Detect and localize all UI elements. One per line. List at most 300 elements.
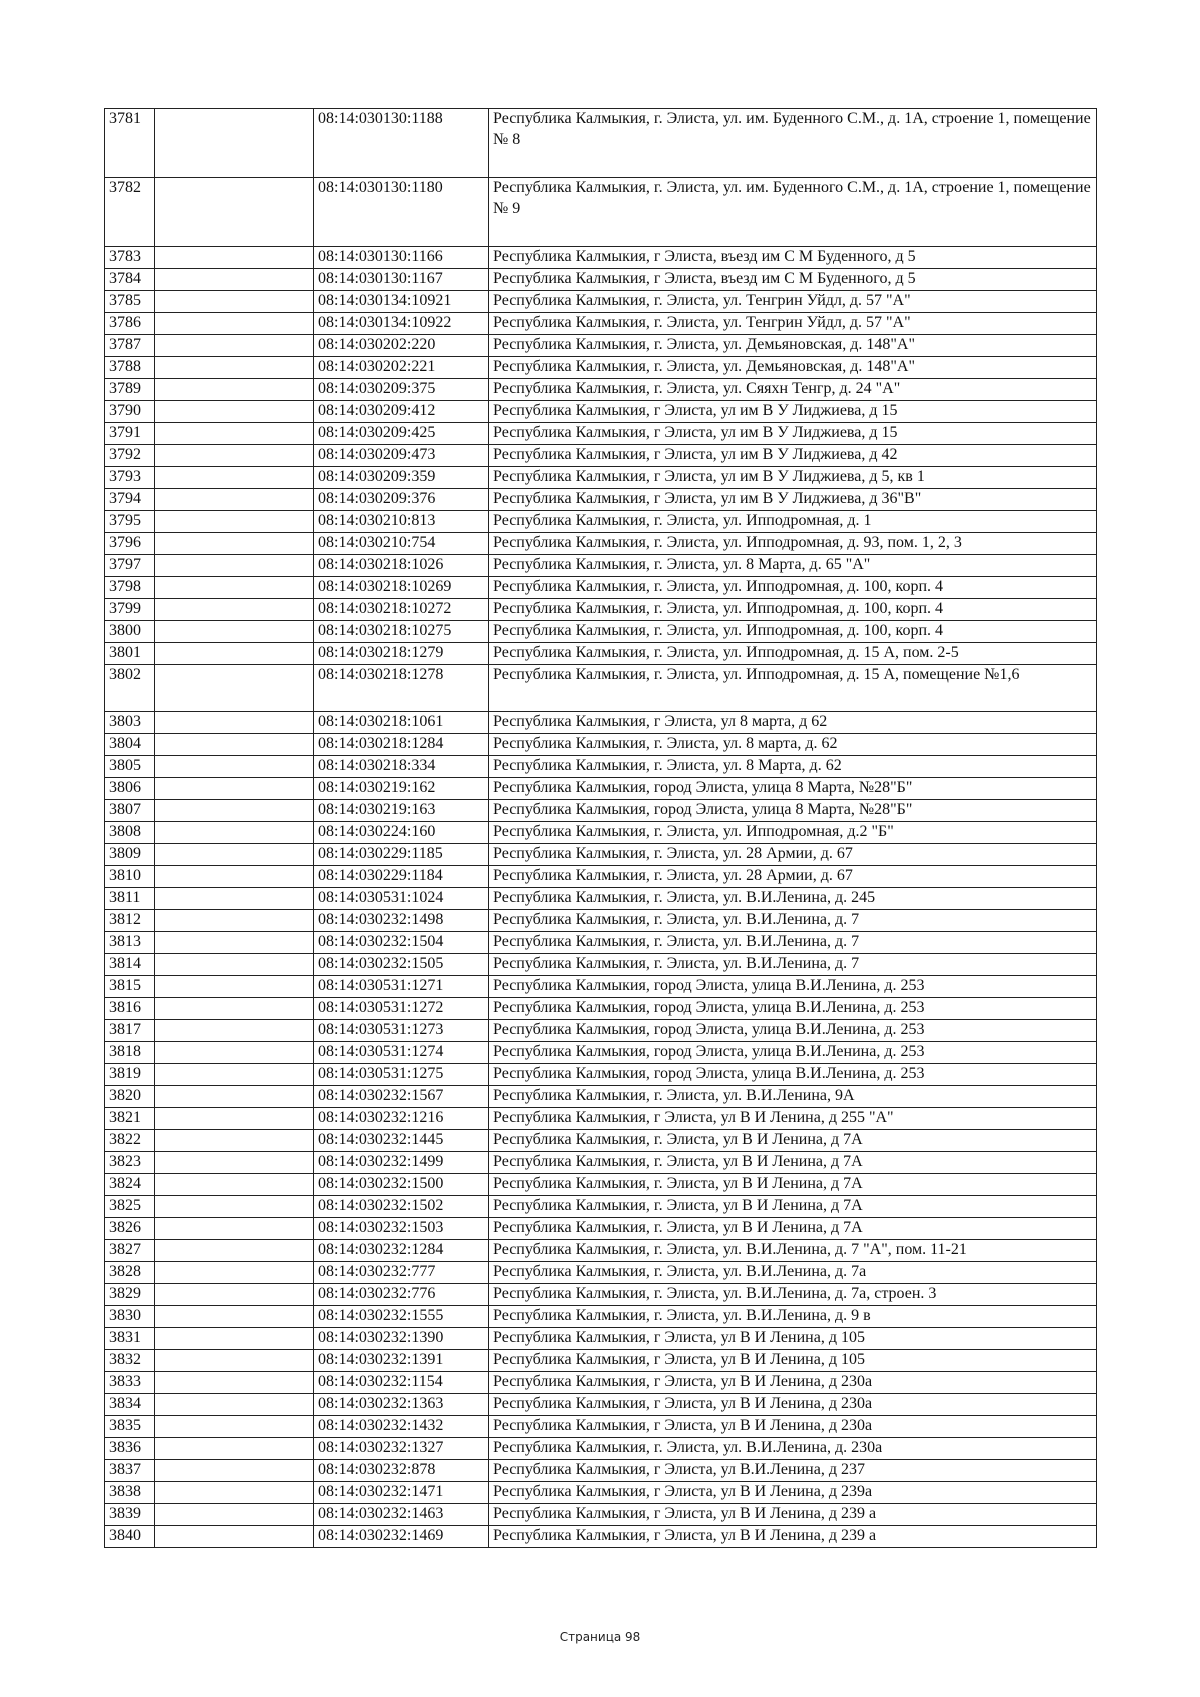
table-row xyxy=(105,423,1097,445)
table-row xyxy=(105,976,1097,998)
cadastral-number-cell: 08:14:030218:1278 xyxy=(314,665,489,712)
table-row xyxy=(105,577,1097,599)
cadastral-number-cell: 08:14:030210:754 xyxy=(314,533,489,555)
cadastral-number-cell: 08:14:030232:1503 xyxy=(314,1218,489,1240)
empty-cell xyxy=(155,822,314,844)
cadastral-number-cell: 08:14:030218:1279 xyxy=(314,643,489,665)
row-number-cell: 3821 xyxy=(105,1108,155,1130)
table-row xyxy=(105,1394,1097,1416)
address-cell: Республика Калмыкия, г Элиста, ул В И Ленина, д 230а xyxy=(489,1394,1097,1416)
empty-cell xyxy=(155,1328,314,1350)
address-cell: Республика Калмыкия, город Элиста, улица В.И.Ленина, д. 253 xyxy=(489,976,1097,998)
row-number-cell: 3831 xyxy=(105,1328,155,1350)
row-number-cell: 3825 xyxy=(105,1196,155,1218)
cadastral-number-cell: 08:14:030232:777 xyxy=(314,1262,489,1284)
table-row xyxy=(105,1240,1097,1262)
address-cell: Республика Калмыкия, г. Элиста, ул. 8 марта, д. 62 xyxy=(489,734,1097,756)
row-number-cell: 3839 xyxy=(105,1504,155,1526)
empty-cell xyxy=(155,1262,314,1284)
empty-cell xyxy=(155,778,314,800)
cadastral-number-cell: 08:14:030229:1184 xyxy=(314,866,489,888)
empty-cell xyxy=(155,445,314,467)
address-cell: Республика Калмыкия, город Элиста, улица В.И.Ленина, д. 253 xyxy=(489,1020,1097,1042)
empty-cell xyxy=(155,401,314,423)
table-row xyxy=(105,313,1097,335)
cadastral-number-cell: 08:14:030531:1024 xyxy=(314,888,489,910)
empty-cell xyxy=(155,621,314,643)
row-number-cell: 3810 xyxy=(105,866,155,888)
table-row xyxy=(105,778,1097,800)
table-row xyxy=(105,800,1097,822)
address-cell: Республика Калмыкия, г Элиста, ул им В У Лиджиева, д 15 xyxy=(489,401,1097,423)
empty-cell xyxy=(155,247,314,269)
row-number-cell: 3797 xyxy=(105,555,155,577)
page-footer: Страница 98 xyxy=(559,1630,641,1644)
address-cell: Республика Калмыкия, г Элиста, ул В.И.Ленина, д 237 xyxy=(489,1460,1097,1482)
empty-cell xyxy=(155,1284,314,1306)
row-number-cell: 3784 xyxy=(105,269,155,291)
cadastral-number-cell: 08:14:030232:1445 xyxy=(314,1130,489,1152)
cadastral-number-cell: 08:14:030232:1502 xyxy=(314,1196,489,1218)
cadastral-number-cell: 08:14:030218:10272 xyxy=(314,599,489,621)
table-row xyxy=(105,109,1097,178)
row-number-cell: 3819 xyxy=(105,1064,155,1086)
table-row xyxy=(105,1262,1097,1284)
row-number-cell: 3782 xyxy=(105,178,155,247)
table-row xyxy=(105,1130,1097,1152)
cadastral-number-cell: 08:14:030130:1167 xyxy=(314,269,489,291)
cadastral-number-cell: 08:14:030232:1216 xyxy=(314,1108,489,1130)
address-cell: Республика Калмыкия, г Элиста, ул им В У Лиджиева, д 36"В" xyxy=(489,489,1097,511)
empty-cell xyxy=(155,1482,314,1504)
cadastral-number-cell: 08:14:030531:1271 xyxy=(314,976,489,998)
address-cell: Республика Калмыкия, г Элиста, ул В И Ленина, д 230а xyxy=(489,1372,1097,1394)
row-number-cell: 3798 xyxy=(105,577,155,599)
cadastral-number-cell: 08:14:030218:1061 xyxy=(314,712,489,734)
table-row xyxy=(105,1218,1097,1240)
empty-cell xyxy=(155,178,314,247)
address-cell: Республика Калмыкия, г Элиста, ул В И Ленина, д 239 а xyxy=(489,1526,1097,1548)
cadastral-number-cell: 08:14:030209:473 xyxy=(314,445,489,467)
row-number-cell: 3791 xyxy=(105,423,155,445)
table-row xyxy=(105,1306,1097,1328)
empty-cell xyxy=(155,866,314,888)
address-cell: Республика Калмыкия, г. Элиста, ул В И Ленина, д 7А xyxy=(489,1196,1097,1218)
row-number-cell: 3835 xyxy=(105,1416,155,1438)
row-number-cell: 3828 xyxy=(105,1262,155,1284)
address-cell: Республика Калмыкия, город Элиста, улица В.И.Ленина, д. 253 xyxy=(489,1064,1097,1086)
table-row xyxy=(105,1086,1097,1108)
empty-cell xyxy=(155,1394,314,1416)
address-cell: Республика Калмыкия, г. Элиста, ул. Ипподромная, д. 100, корп. 4 xyxy=(489,599,1097,621)
address-cell: Республика Калмыкия, г. Элиста, ул В И Ленина, д 7А xyxy=(489,1152,1097,1174)
address-cell: Республика Калмыкия, город Элиста, улица 8 Марта, №28"Б" xyxy=(489,800,1097,822)
table-row xyxy=(105,866,1097,888)
table-row xyxy=(105,1482,1097,1504)
cadastral-number-cell: 08:14:030531:1275 xyxy=(314,1064,489,1086)
row-number-cell: 3790 xyxy=(105,401,155,423)
table-row xyxy=(105,511,1097,533)
table-row xyxy=(105,998,1097,1020)
address-cell: Республика Калмыкия, г. Элиста, ул. 28 Армии, д. 67 xyxy=(489,844,1097,866)
row-number-cell: 3830 xyxy=(105,1306,155,1328)
empty-cell xyxy=(155,756,314,778)
empty-cell xyxy=(155,643,314,665)
table-row xyxy=(105,1196,1097,1218)
cadastral-number-cell: 08:14:030232:1499 xyxy=(314,1152,489,1174)
row-number-cell: 3829 xyxy=(105,1284,155,1306)
address-cell: Республика Калмыкия, г. Элиста, ул. Ипподромная, д.2 "Б" xyxy=(489,822,1097,844)
address-cell: Республика Калмыкия, г. Элиста, ул. В.И.Ленина, д. 9 в xyxy=(489,1306,1097,1328)
row-number-cell: 3822 xyxy=(105,1130,155,1152)
table-row xyxy=(105,445,1097,467)
cadastral-number-cell: 08:14:030209:376 xyxy=(314,489,489,511)
address-cell: Республика Калмыкия, г Элиста, ул В И Ленина, д 255 "А" xyxy=(489,1108,1097,1130)
cadastral-number-cell: 08:14:030531:1274 xyxy=(314,1042,489,1064)
table-row xyxy=(105,1460,1097,1482)
table-row xyxy=(105,756,1097,778)
address-cell: Республика Калмыкия, г. Элиста, ул. В.И.Ленина, д. 7а, строен. 3 xyxy=(489,1284,1097,1306)
empty-cell xyxy=(155,1218,314,1240)
cadastral-number-cell: 08:14:030134:10922 xyxy=(314,313,489,335)
table-row xyxy=(105,467,1097,489)
row-number-cell: 3813 xyxy=(105,932,155,954)
table-row xyxy=(105,357,1097,379)
address-cell: Республика Калмыкия, г. Элиста, ул. Ипподромная, д. 15 А, помещение №1,6 xyxy=(489,665,1097,712)
address-cell: Республика Калмыкия, г. Элиста, ул. Тенгрин Уйдл, д. 57 "А" xyxy=(489,291,1097,313)
address-cell: Республика Калмыкия, г Элиста, ул В И Ленина, д 230а xyxy=(489,1416,1097,1438)
row-number-cell: 3834 xyxy=(105,1394,155,1416)
address-cell: Республика Калмыкия, г. Элиста, ул. 8 Марта, д. 65 "А" xyxy=(489,555,1097,577)
empty-cell xyxy=(155,954,314,976)
address-cell: Республика Калмыкия, г. Элиста, ул. Демьяновская, д. 148"А" xyxy=(489,335,1097,357)
row-number-cell: 3809 xyxy=(105,844,155,866)
empty-cell xyxy=(155,1438,314,1460)
address-cell: Республика Калмыкия, г. Элиста, ул В И Ленина, д 7А xyxy=(489,1218,1097,1240)
table-row xyxy=(105,1328,1097,1350)
cadastral-number-cell: 08:14:030130:1180 xyxy=(314,178,489,247)
address-cell: Республика Калмыкия, г. Элиста, ул. Демьяновская, д. 148"А" xyxy=(489,357,1097,379)
address-cell: Республика Калмыкия, город Элиста, улица В.И.Ленина, д. 253 xyxy=(489,998,1097,1020)
table-row xyxy=(105,643,1097,665)
empty-cell xyxy=(155,1064,314,1086)
address-cell: Республика Калмыкия, г. Элиста, ул. Сяяхн Тенгр, д. 24 "А" xyxy=(489,379,1097,401)
row-number-cell: 3788 xyxy=(105,357,155,379)
empty-cell xyxy=(155,665,314,712)
table-row xyxy=(105,621,1097,643)
address-cell: Республика Калмыкия, г Элиста, ул им В У Лиджиева, д 42 xyxy=(489,445,1097,467)
table-row xyxy=(105,665,1097,712)
cadastral-number-cell: 08:14:030218:10269 xyxy=(314,577,489,599)
table-row xyxy=(105,269,1097,291)
row-number-cell: 3812 xyxy=(105,910,155,932)
cadastral-number-cell: 08:14:030232:1327 xyxy=(314,1438,489,1460)
row-number-cell: 3781 xyxy=(105,109,155,178)
address-cell: Республика Калмыкия, г. Элиста, ул. В.И.Ленина, 9А xyxy=(489,1086,1097,1108)
empty-cell xyxy=(155,269,314,291)
empty-cell xyxy=(155,1416,314,1438)
empty-cell xyxy=(155,357,314,379)
table-row xyxy=(105,1042,1097,1064)
cadastral-number-cell: 08:14:030218:1026 xyxy=(314,555,489,577)
row-number-cell: 3827 xyxy=(105,1240,155,1262)
table-row xyxy=(105,379,1097,401)
address-cell: Республика Калмыкия, г. Элиста, ул. В.И.Ленина, д. 245 xyxy=(489,888,1097,910)
row-number-cell: 3817 xyxy=(105,1020,155,1042)
address-cell: Республика Калмыкия, г. Элиста, ул. 8 Марта, д. 62 xyxy=(489,756,1097,778)
empty-cell xyxy=(155,1130,314,1152)
cadastral-number-cell: 08:14:030232:1567 xyxy=(314,1086,489,1108)
address-cell: Республика Калмыкия, г. Элиста, ул. В.И.Ленина, д. 7 "А", пом. 11-21 xyxy=(489,1240,1097,1262)
table-row xyxy=(105,888,1097,910)
empty-cell xyxy=(155,379,314,401)
cadastral-number-cell: 08:14:030232:1284 xyxy=(314,1240,489,1262)
cadastral-number-cell: 08:14:030232:776 xyxy=(314,1284,489,1306)
address-cell: Республика Калмыкия, г. Элиста, ул. В.И.Ленина, д. 7 xyxy=(489,932,1097,954)
empty-cell xyxy=(155,1526,314,1548)
table-row xyxy=(105,822,1097,844)
cadastral-number-cell: 08:14:030218:10275 xyxy=(314,621,489,643)
row-number-cell: 3789 xyxy=(105,379,155,401)
table-row xyxy=(105,599,1097,621)
cadastral-number-cell: 08:14:030232:1463 xyxy=(314,1504,489,1526)
table-row xyxy=(105,844,1097,866)
cadastral-number-cell: 08:14:030531:1272 xyxy=(314,998,489,1020)
empty-cell xyxy=(155,423,314,445)
empty-cell xyxy=(155,599,314,621)
cadastral-number-cell: 08:14:030202:221 xyxy=(314,357,489,379)
row-number-cell: 3792 xyxy=(105,445,155,467)
empty-cell xyxy=(155,1020,314,1042)
cadastral-number-cell: 08:14:030232:1432 xyxy=(314,1416,489,1438)
empty-cell xyxy=(155,291,314,313)
row-number-cell: 3818 xyxy=(105,1042,155,1064)
empty-cell xyxy=(155,1504,314,1526)
address-cell: Республика Калмыкия, г Элиста, ул 8 марта, д 62 xyxy=(489,712,1097,734)
cadastral-number-cell: 08:14:030531:1273 xyxy=(314,1020,489,1042)
table-row xyxy=(105,1372,1097,1394)
row-number-cell: 3802 xyxy=(105,665,155,712)
row-number-cell: 3796 xyxy=(105,533,155,555)
address-cell: Республика Калмыкия, г. Элиста, ул. им. Буденного С.М., д. 1А, строение 1, помещение № 9 xyxy=(489,178,1097,247)
row-number-cell: 3824 xyxy=(105,1174,155,1196)
cadastral-number-cell: 08:14:030232:1504 xyxy=(314,932,489,954)
row-number-cell: 3811 xyxy=(105,888,155,910)
cadastral-number-cell: 08:14:030130:1166 xyxy=(314,247,489,269)
table-row xyxy=(105,954,1097,976)
empty-cell xyxy=(155,888,314,910)
table-row xyxy=(105,1438,1097,1460)
address-cell: Республика Калмыкия, город Элиста, улица В.И.Ленина, д. 253 xyxy=(489,1042,1097,1064)
address-cell: Республика Калмыкия, г. Элиста, ул В И Ленина, д 7А xyxy=(489,1174,1097,1196)
row-number-cell: 3795 xyxy=(105,511,155,533)
empty-cell xyxy=(155,335,314,357)
cadastral-number-cell: 08:14:030232:1505 xyxy=(314,954,489,976)
empty-cell xyxy=(155,976,314,998)
address-cell: Республика Калмыкия, г Элиста, въезд им С М Буденного, д 5 xyxy=(489,269,1097,291)
cadastral-number-cell: 08:14:030218:1284 xyxy=(314,734,489,756)
address-cell: Республика Калмыкия, г. Элиста, ул. В.И.Ленина, д. 7 xyxy=(489,910,1097,932)
empty-cell xyxy=(155,1306,314,1328)
row-number-cell: 3815 xyxy=(105,976,155,998)
table-row xyxy=(105,1020,1097,1042)
empty-cell xyxy=(155,109,314,178)
row-number-cell: 3786 xyxy=(105,313,155,335)
empty-cell xyxy=(155,467,314,489)
empty-cell xyxy=(155,734,314,756)
address-cell: Республика Калмыкия, г. Элиста, ул. 28 Армии, д. 67 xyxy=(489,866,1097,888)
table-row xyxy=(105,734,1097,756)
table-row xyxy=(105,712,1097,734)
empty-cell xyxy=(155,555,314,577)
table-row xyxy=(105,932,1097,954)
row-number-cell: 3794 xyxy=(105,489,155,511)
cadastral-number-cell: 08:14:030219:163 xyxy=(314,800,489,822)
table-row xyxy=(105,533,1097,555)
cadastral-number-cell: 08:14:030232:1500 xyxy=(314,1174,489,1196)
row-number-cell: 3805 xyxy=(105,756,155,778)
address-cell: Республика Калмыкия, г Элиста, ул В И Ленина, д 239 а xyxy=(489,1504,1097,1526)
empty-cell xyxy=(155,712,314,734)
cadastral-number-cell: 08:14:030232:1391 xyxy=(314,1350,489,1372)
row-number-cell: 3807 xyxy=(105,800,155,822)
empty-cell xyxy=(155,313,314,335)
row-number-cell: 3826 xyxy=(105,1218,155,1240)
row-number-cell: 3799 xyxy=(105,599,155,621)
row-number-cell: 3793 xyxy=(105,467,155,489)
empty-cell xyxy=(155,1042,314,1064)
address-cell: Республика Калмыкия, г Элиста, ул им В У Лиджиева, д 5, кв 1 xyxy=(489,467,1097,489)
table-row xyxy=(105,489,1097,511)
empty-cell xyxy=(155,1174,314,1196)
row-number-cell: 3836 xyxy=(105,1438,155,1460)
row-number-cell: 3832 xyxy=(105,1350,155,1372)
address-cell: Республика Калмыкия, город Элиста, улица 8 Марта, №28"Б" xyxy=(489,778,1097,800)
table-row xyxy=(105,910,1097,932)
cadastral-number-cell: 08:14:030224:160 xyxy=(314,822,489,844)
table-row xyxy=(105,1416,1097,1438)
empty-cell xyxy=(155,1086,314,1108)
table-row xyxy=(105,1526,1097,1548)
row-number-cell: 3838 xyxy=(105,1482,155,1504)
cadastral-number-cell: 08:14:030232:1363 xyxy=(314,1394,489,1416)
cadastral-number-cell: 08:14:030209:412 xyxy=(314,401,489,423)
row-number-cell: 3804 xyxy=(105,734,155,756)
address-cell: Республика Калмыкия, г. Элиста, ул. Ипподромная, д. 100, корп. 4 xyxy=(489,621,1097,643)
cadastral-number-cell: 08:14:030232:1471 xyxy=(314,1482,489,1504)
address-cell: Республика Калмыкия, г. Элиста, ул. Тенгрин Уйдл, д. 57 "А" xyxy=(489,313,1097,335)
empty-cell xyxy=(155,1240,314,1262)
empty-cell xyxy=(155,1372,314,1394)
row-number-cell: 3806 xyxy=(105,778,155,800)
cadastral-number-cell: 08:14:030202:220 xyxy=(314,335,489,357)
address-cell: Республика Калмыкия, г. Элиста, ул. Ипподромная, д. 15 А, пом. 2-5 xyxy=(489,643,1097,665)
cadastral-number-cell: 08:14:030219:162 xyxy=(314,778,489,800)
cadastral-number-cell: 08:14:030210:813 xyxy=(314,511,489,533)
cadastral-number-cell: 08:14:030134:10921 xyxy=(314,291,489,313)
row-number-cell: 3833 xyxy=(105,1372,155,1394)
cadastral-number-cell: 08:14:030209:359 xyxy=(314,467,489,489)
empty-cell xyxy=(155,1460,314,1482)
cadastral-number-cell: 08:14:030232:878 xyxy=(314,1460,489,1482)
empty-cell xyxy=(155,511,314,533)
row-number-cell: 3837 xyxy=(105,1460,155,1482)
cadastral-number-cell: 08:14:030218:334 xyxy=(314,756,489,778)
address-cell: Республика Калмыкия, г Элиста, ул В И Ленина, д 105 xyxy=(489,1350,1097,1372)
address-cell: Республика Калмыкия, г. Элиста, ул В И Ленина, д 7А xyxy=(489,1130,1097,1152)
table-row xyxy=(105,1504,1097,1526)
row-number-cell: 3801 xyxy=(105,643,155,665)
cadastral-number-cell: 08:14:030209:375 xyxy=(314,379,489,401)
address-cell: Республика Калмыкия, г Элиста, ул В И Ленина, д 239а xyxy=(489,1482,1097,1504)
cadastral-number-cell: 08:14:030232:1154 xyxy=(314,1372,489,1394)
cadastral-number-cell: 08:14:030232:1390 xyxy=(314,1328,489,1350)
address-cell: Республика Калмыкия, г. Элиста, ул. В.И.Ленина, д. 7а xyxy=(489,1262,1097,1284)
row-number-cell: 3820 xyxy=(105,1086,155,1108)
empty-cell xyxy=(155,1350,314,1372)
address-cell: Республика Калмыкия, г. Элиста, ул. Ипподромная, д. 100, корп. 4 xyxy=(489,577,1097,599)
table-row xyxy=(105,1174,1097,1196)
address-cell: Республика Калмыкия, г. Элиста, ул. им. Буденного С.М., д. 1А, строение 1, помещение № 8 xyxy=(489,109,1097,178)
cadastral-number-cell: 08:14:030209:425 xyxy=(314,423,489,445)
address-cell: Республика Калмыкия, г Элиста, въезд им С М Буденного, д 5 xyxy=(489,247,1097,269)
table-row xyxy=(105,1064,1097,1086)
row-number-cell: 3814 xyxy=(105,954,155,976)
property-registry-table xyxy=(104,108,1097,1548)
table-row xyxy=(105,1284,1097,1306)
table-row xyxy=(105,247,1097,269)
row-number-cell: 3785 xyxy=(105,291,155,313)
address-cell: Республика Калмыкия, г. Элиста, ул. Ипподромная, д. 93, пом. 1, 2, 3 xyxy=(489,533,1097,555)
empty-cell xyxy=(155,1196,314,1218)
table-row xyxy=(105,401,1097,423)
empty-cell xyxy=(155,998,314,1020)
cadastral-number-cell: 08:14:030229:1185 xyxy=(314,844,489,866)
cadastral-number-cell: 08:14:030232:1555 xyxy=(314,1306,489,1328)
row-number-cell: 3803 xyxy=(105,712,155,734)
row-number-cell: 3783 xyxy=(105,247,155,269)
empty-cell xyxy=(155,910,314,932)
address-cell: Республика Калмыкия, г. Элиста, ул. В.И.Ленина, д. 7 xyxy=(489,954,1097,976)
table-row xyxy=(105,178,1097,247)
table-row xyxy=(105,1152,1097,1174)
empty-cell xyxy=(155,1152,314,1174)
table-row xyxy=(105,291,1097,313)
address-cell: Республика Калмыкия, г Элиста, ул им В У Лиджиева, д 15 xyxy=(489,423,1097,445)
empty-cell xyxy=(155,932,314,954)
row-number-cell: 3800 xyxy=(105,621,155,643)
table-row xyxy=(105,555,1097,577)
cadastral-number-cell: 08:14:030232:1469 xyxy=(314,1526,489,1548)
address-cell: Республика Калмыкия, г Элиста, ул В И Ленина, д 105 xyxy=(489,1328,1097,1350)
empty-cell xyxy=(155,844,314,866)
empty-cell xyxy=(155,800,314,822)
row-number-cell: 3787 xyxy=(105,335,155,357)
row-number-cell: 3808 xyxy=(105,822,155,844)
row-number-cell: 3816 xyxy=(105,998,155,1020)
table-row xyxy=(105,335,1097,357)
empty-cell xyxy=(155,577,314,599)
address-cell: Республика Калмыкия, г. Элиста, ул. В.И.Ленина, д. 230а xyxy=(489,1438,1097,1460)
row-number-cell: 3823 xyxy=(105,1152,155,1174)
empty-cell xyxy=(155,533,314,555)
cadastral-number-cell: 08:14:030130:1188 xyxy=(314,109,489,178)
row-number-cell: 3840 xyxy=(105,1526,155,1548)
cadastral-number-cell: 08:14:030232:1498 xyxy=(314,910,489,932)
table-row xyxy=(105,1350,1097,1372)
address-cell: Республика Калмыкия, г. Элиста, ул. Ипподромная, д. 1 xyxy=(489,511,1097,533)
empty-cell xyxy=(155,489,314,511)
